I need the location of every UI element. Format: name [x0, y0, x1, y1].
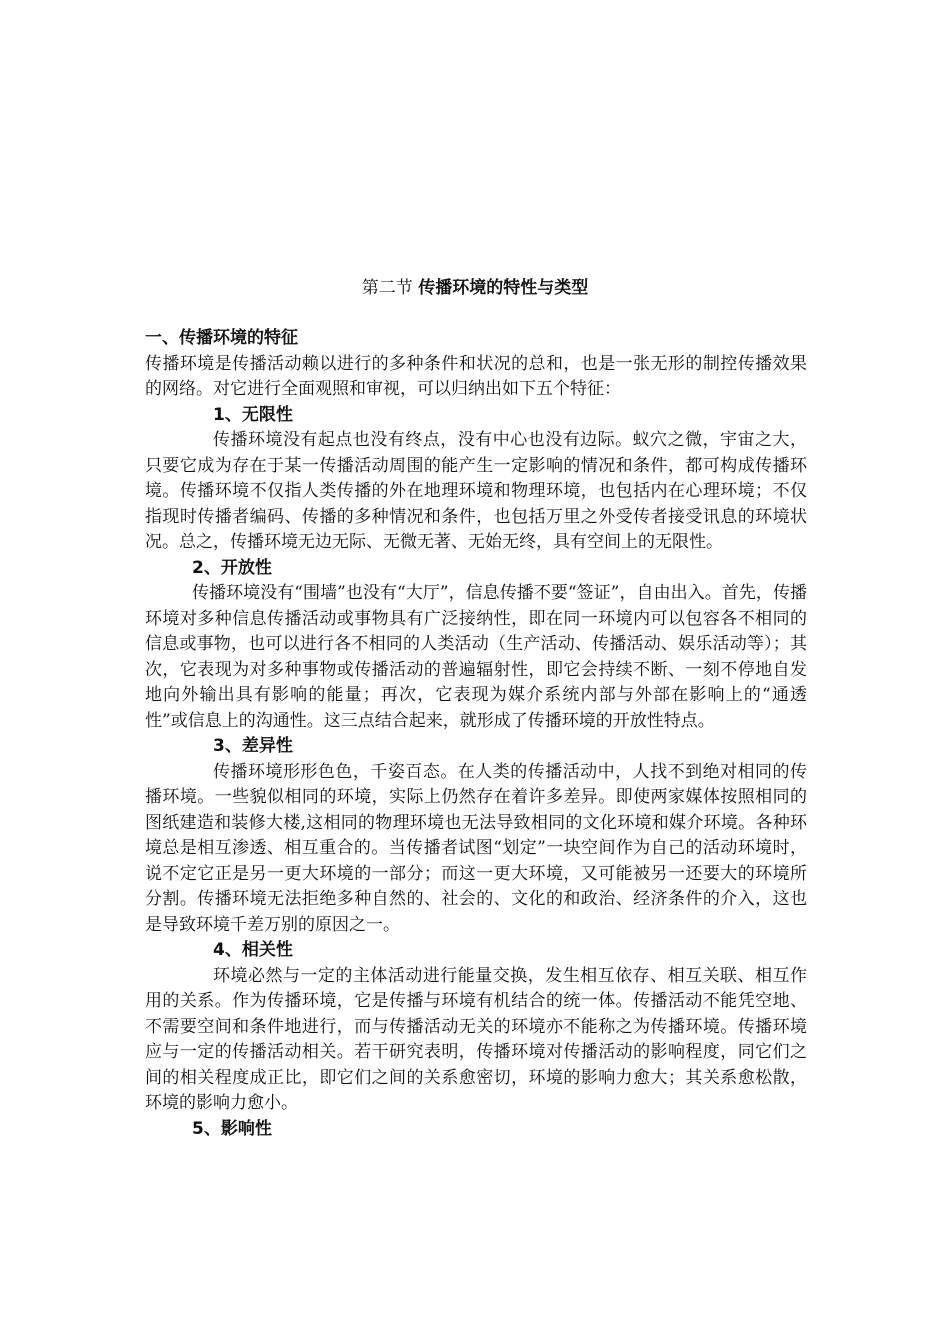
feature-heading-2: 2、开放性	[192, 557, 272, 578]
section-title-main: 传播环境的特性与类型	[418, 278, 589, 298]
feature-paragraph-2: 传播环境没有“围墙”也没有“大厅”，信息传播不要“签证”，自由出入。首先，传播环境对多种信息传播活动或事物具有广泛接纳性，即在同一环境内可以包容各不相同的信息或事物，也可以进行各不相同的人类活动（生产活动、传播活动、娱乐活动等）；其次，它表现为对多种事物或传播活动的普遍辐射性，即它会持续不断、一刻不停地自发地向外输出具有影响的能量；再次，它表现为媒介系统内部与外部在影响上的“通透性”或信息上的沟通性。这三点结合起来，就形成了传播环境的开放性特点。	[145, 583, 807, 731]
section-title	[0, 276, 950, 300]
feature-heading-1: 1、无限性	[213, 404, 293, 425]
document-body	[145, 326, 807, 1142]
feature-heading-3: 3、差异性	[213, 736, 293, 756]
feature-heading-5: 5、影响性	[192, 1118, 272, 1139]
feature-paragraph-3: 传播环境形形色色，千姿百态。在人类的传播活动中，人找不到绝对相同的传播环境。一些貌似相同的环境，实际上仍然存在着许多差异。即使两家媒体按照相同的图纸建造和装修大楼,这相同的物理环境也无法导致相同的文化环境和媒介环境。各种环境总是相互渗透、相互重合的。当传播者试图“划定”一块空间作为自己的活动环境时，说不定它正是另一更大环境的一部分；而这一更大环境，又可能被另一还要大的环境所分割。传播环境无法拒绝多种自然的、社会的、文化的和政治、经济条件的介入，这也是导致环境千差万别的原因之一。	[145, 761, 807, 935]
section-heading: 一、传播环境的特征	[145, 328, 298, 348]
intro-paragraph: 传播环境是传播活动赖以进行的多种条件和状况的总和，也是一张无形的制控传播效果的网络。对它进行全面观照和审视，可以归纳出如下五个特征：	[145, 353, 807, 399]
feature-paragraph-1: 传播环境没有起点也没有终点，没有中心也没有边际。蚁穴之微，宇宙之大，只要它成为存在于某一传播活动周围的能产生一定影响的情况和条件，都可构成传播环境。传播环境不仅指人类传播的外在地理环境和物理环境，也包括内在心理环境；不仅指现时传播者编码、传播的多种情况和条件，也包括万里之外受传者接受讯息的环境状况。总之，传播环境无边无际、无微无著、无始无终，具有空间上的无限性。	[145, 430, 807, 552]
section-title-prefix: 第二节	[361, 278, 413, 298]
feature-paragraph-4: 环境必然与一定的主体活动进行能量交换，发生相互依存、相互关联、相互作用的关系。作为传播环境，它是传播与环境有机结合的统一体。传播活动不能凭空地、不需要空间和条件地进行，而与传播活动无关的环境亦不能称之为传播环境。传播环境应与一定的传播活动相关。若干研究表明，传播环境对传播活动的影响程度，同它们之间的相关程度成正比，即它们之间的关系愈密切，环境的影响力愈大；其关系愈松散，环境的影响力愈小。	[145, 965, 807, 1113]
feature-heading-4: 4、相关性	[213, 940, 293, 960]
